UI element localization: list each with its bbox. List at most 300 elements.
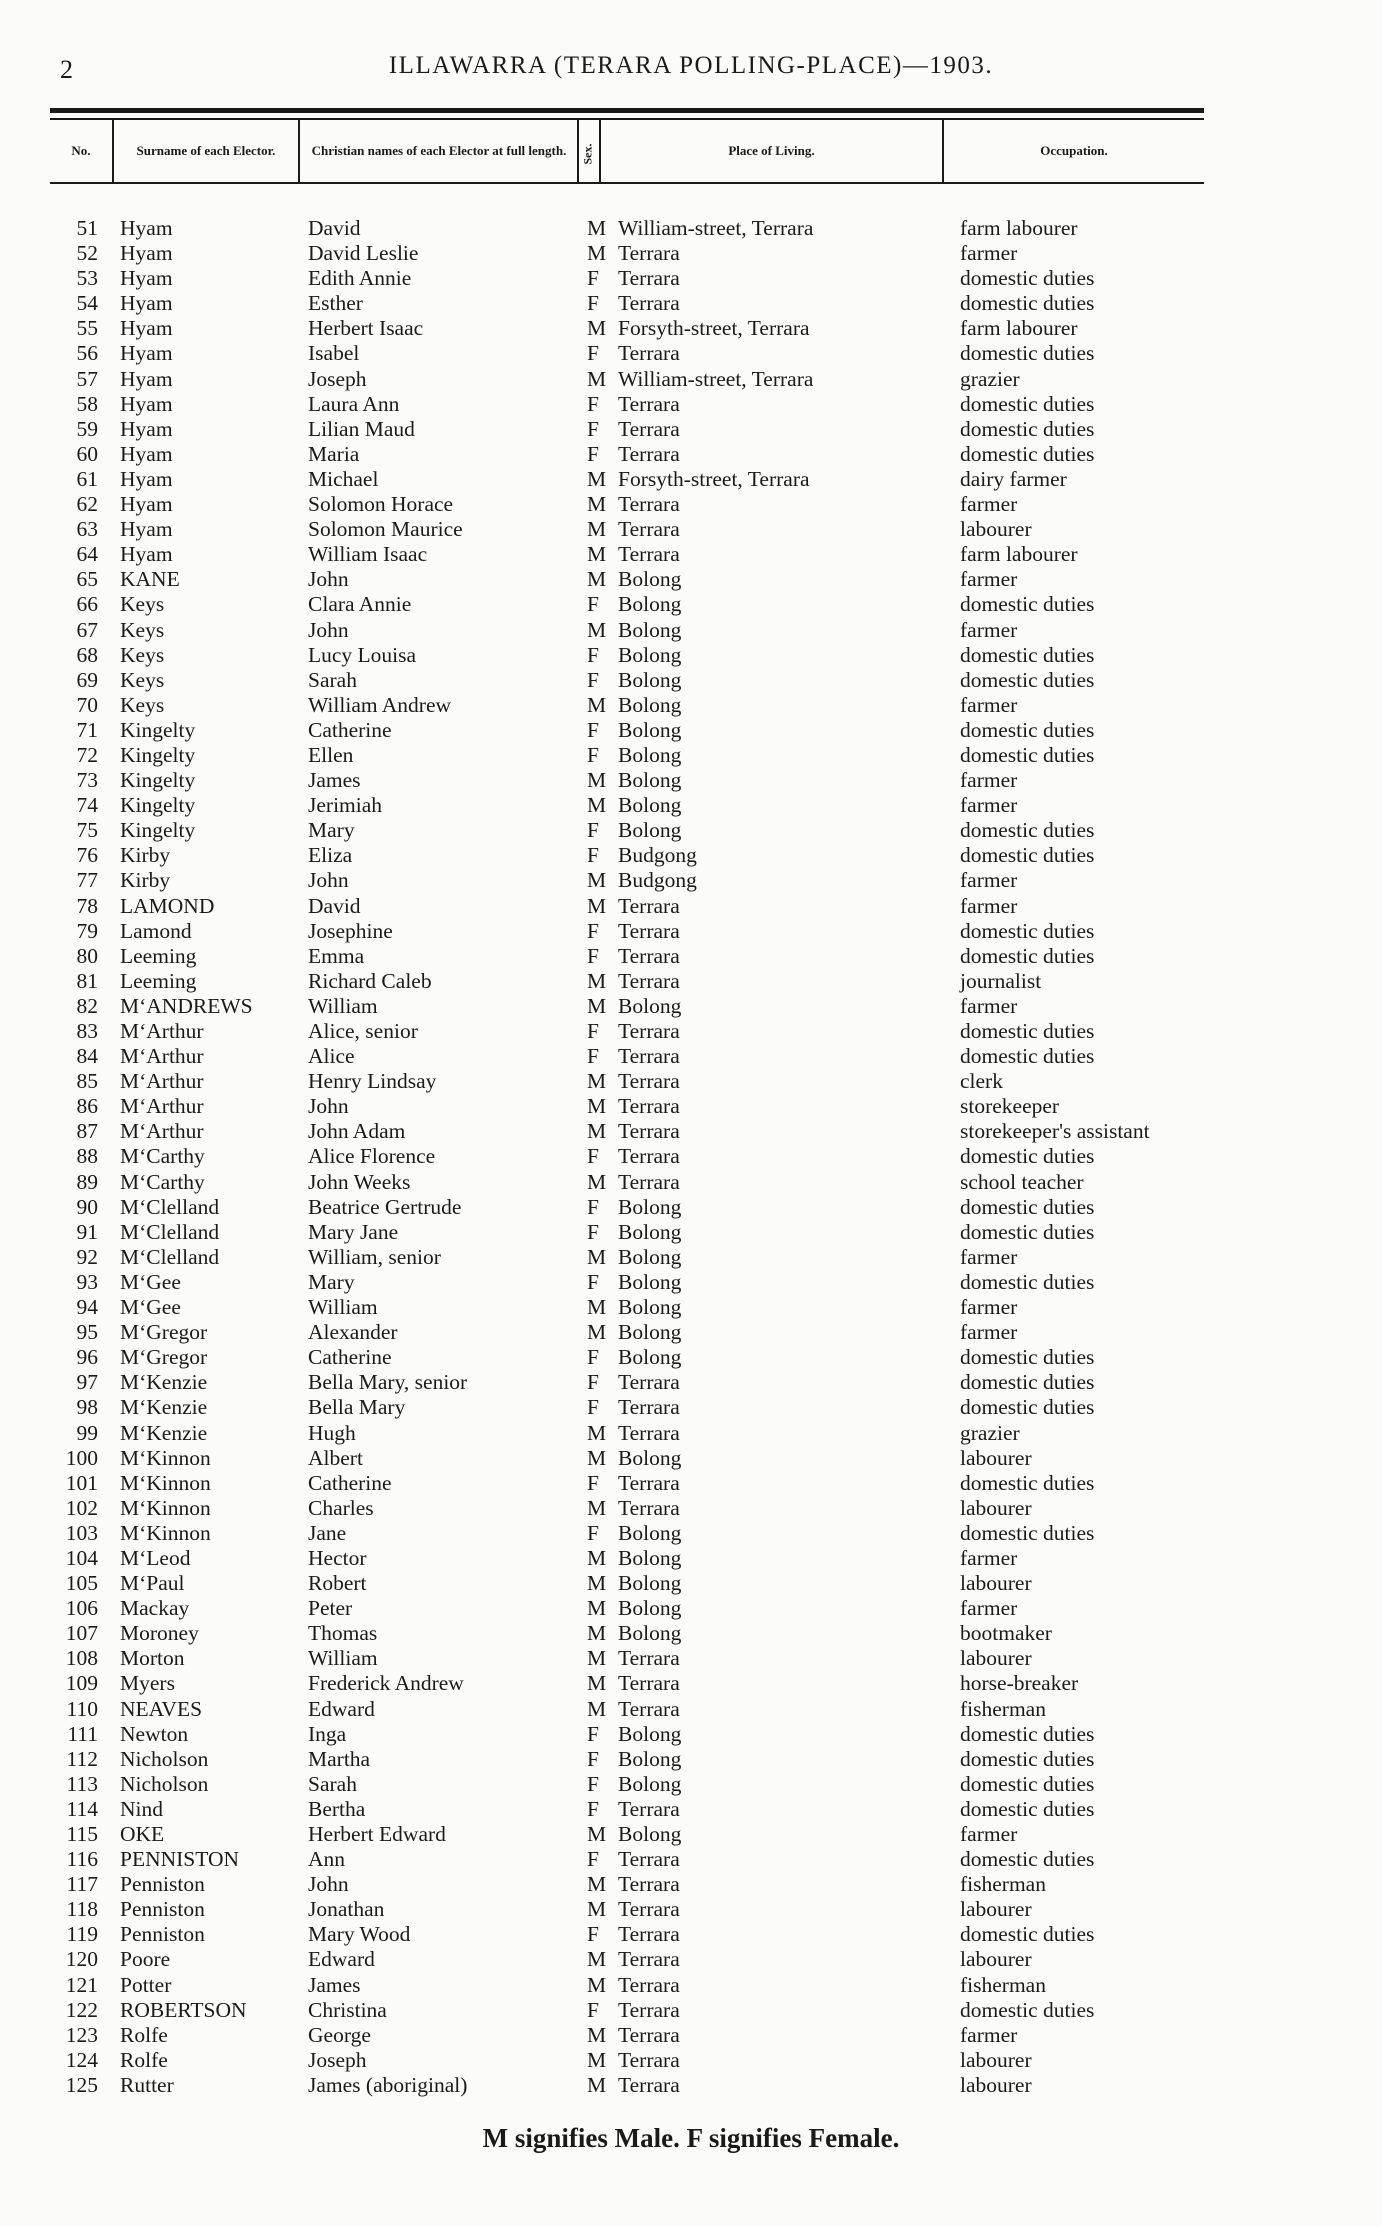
elector-row	[0, 1646, 1382, 1671]
elector-christian-names: Ellen	[308, 742, 354, 767]
elector-row	[0, 1772, 1382, 1797]
elector-number: 102	[65, 1495, 98, 1520]
elector-number: 97	[76, 1370, 98, 1395]
elector-number: 75	[76, 818, 98, 843]
elector-surname: M‘Gregor	[120, 1345, 208, 1370]
elector-surname: M‘Gregor	[120, 1320, 208, 1345]
elector-row	[0, 1270, 1382, 1295]
elector-occupation: farmer	[960, 1295, 1018, 1320]
elector-row	[0, 442, 1382, 467]
elector-row	[0, 1872, 1382, 1897]
elector-row	[0, 1797, 1382, 1822]
elector-christian-names: Henry Lindsay	[308, 1069, 437, 1094]
header-no: No.	[71, 143, 91, 158]
elector-place: Terrara	[618, 2072, 680, 2097]
elector-number: 95	[76, 1320, 98, 1345]
elector-number: 98	[76, 1395, 98, 1420]
elector-christian-names: Catherine	[308, 717, 392, 742]
elector-occupation: domestic duties	[960, 416, 1095, 441]
elector-surname: Rolfe	[120, 2047, 168, 2072]
elector-row	[0, 693, 1382, 718]
elector-christian-names: William, senior	[308, 1244, 441, 1269]
elector-sex: M	[587, 1295, 607, 1320]
elector-place: Terrara	[618, 1796, 680, 1821]
elector-sex: M	[587, 1094, 607, 1119]
elector-row	[0, 341, 1382, 366]
elector-christian-names: Maria	[308, 441, 360, 466]
elector-row	[0, 818, 1382, 843]
elector-list	[0, 216, 1382, 2098]
elector-sex: M	[587, 2072, 607, 2097]
elector-occupation: journalist	[960, 968, 1042, 993]
elector-occupation: labourer	[960, 1495, 1032, 1520]
elector-surname: KANE	[120, 567, 180, 592]
elector-christian-names: Edward	[308, 1947, 375, 1972]
elector-occupation: domestic duties	[960, 943, 1095, 968]
elector-christian-names: Jerimiah	[308, 793, 383, 818]
elector-occupation: domestic duties	[960, 266, 1095, 291]
elector-number: 101	[65, 1470, 98, 1495]
elector-surname: Moroney	[120, 1621, 199, 1646]
elector-occupation: domestic duties	[960, 642, 1095, 667]
elector-christian-names: Ann	[308, 1847, 346, 1872]
elector-place: Bolong	[618, 1596, 682, 1621]
elector-number: 72	[76, 742, 98, 767]
header-rule-lower	[50, 182, 1204, 184]
elector-place: Terrara	[618, 492, 680, 517]
elector-row	[0, 1822, 1382, 1847]
elector-christian-names: Alice	[308, 1044, 355, 1069]
elector-row	[0, 1973, 1382, 1998]
elector-sex: M	[587, 466, 607, 491]
elector-occupation: farmer	[960, 241, 1018, 266]
elector-row	[0, 2023, 1382, 2048]
elector-christian-names: Inga	[308, 1721, 347, 1746]
elector-sex: M	[587, 1445, 607, 1470]
elector-surname: Hyam	[120, 542, 173, 567]
elector-surname: Hyam	[120, 341, 173, 366]
elector-christian-names: Hector	[308, 1545, 367, 1570]
elector-surname: M‘Kinnon	[120, 1520, 211, 1545]
elector-sex: F	[587, 1721, 599, 1746]
elector-occupation: grazier	[960, 366, 1020, 391]
elector-number: 51	[76, 216, 98, 240]
elector-christian-names: Sarah	[308, 667, 357, 692]
elector-occupation: school teacher	[960, 1169, 1084, 1194]
elector-place: Bolong	[618, 717, 682, 742]
elector-row	[0, 1747, 1382, 1772]
elector-christian-names: David	[308, 216, 361, 240]
elector-number: 52	[76, 241, 98, 266]
elector-row	[0, 1998, 1382, 2023]
elector-row	[0, 1471, 1382, 1496]
elector-place: Bolong	[618, 1520, 682, 1545]
elector-christian-names: George	[308, 2022, 371, 2047]
elector-number: 117	[66, 1872, 98, 1897]
elector-place: Terrara	[618, 1144, 680, 1169]
elector-row	[0, 1671, 1382, 1696]
elector-christian-names: Laura Ann	[308, 391, 400, 416]
elector-place: Bolong	[618, 592, 682, 617]
page-title: ILLAWARRA (TERARA POLLING-PLACE)—1903.	[388, 52, 994, 79]
elector-row	[0, 894, 1382, 919]
elector-christian-names: John	[308, 868, 349, 893]
elector-number: 60	[76, 441, 98, 466]
elector-christian-names: William	[308, 1295, 378, 1320]
elector-place: Bolong	[618, 1771, 682, 1796]
elector-place: Terrara	[618, 441, 680, 466]
elector-sex: F	[587, 642, 599, 667]
elector-surname: Lamond	[120, 918, 192, 943]
elector-row	[0, 1345, 1382, 1370]
elector-christian-names: William Andrew	[308, 692, 452, 717]
elector-row	[0, 1621, 1382, 1646]
elector-occupation: fisherman	[960, 1872, 1046, 1897]
elector-surname: M‘Arthur	[120, 1019, 204, 1043]
elector-row	[0, 1170, 1382, 1195]
elector-row	[0, 1722, 1382, 1747]
elector-sex: M	[587, 1571, 607, 1596]
elector-occupation: labourer	[960, 1571, 1032, 1596]
elector-occupation: labourer	[960, 1897, 1032, 1922]
elector-christian-names: Jane	[308, 1520, 347, 1545]
elector-row	[0, 969, 1382, 994]
elector-sex: M	[587, 216, 607, 240]
elector-number: 61	[76, 466, 98, 491]
elector-sex: M	[587, 692, 607, 717]
elector-surname: Kingelty	[120, 742, 196, 767]
footnote: M signifies Male. F signifies Female.	[482, 2123, 900, 2153]
elector-christian-names: John	[308, 1094, 349, 1119]
elector-surname: Hyam	[120, 291, 173, 316]
elector-sex: F	[587, 1219, 599, 1244]
elector-number: 118	[66, 1897, 98, 1922]
elector-sex: F	[587, 1269, 599, 1294]
elector-place: Terrara	[618, 1897, 680, 1922]
elector-occupation: storekeeper's assistant	[960, 1119, 1150, 1144]
elector-row	[0, 1245, 1382, 1270]
elector-surname: M‘Clelland	[120, 1194, 220, 1219]
elector-sex: M	[587, 1596, 607, 1621]
column-divider	[112, 119, 114, 183]
elector-surname: ROBERTSON	[120, 1997, 247, 2022]
elector-place: Terrara	[618, 1847, 680, 1872]
elector-sex: M	[587, 617, 607, 642]
elector-sex: F	[587, 1144, 599, 1169]
elector-place: Bolong	[618, 1320, 682, 1345]
elector-surname: M‘Carthy	[120, 1144, 205, 1169]
elector-number: 73	[76, 768, 98, 793]
elector-surname: Keys	[120, 692, 165, 717]
elector-occupation: farmer	[960, 893, 1018, 918]
elector-occupation: domestic duties	[960, 717, 1095, 742]
elector-christian-names: William Isaac	[308, 542, 428, 567]
elector-christian-names: Beatrice Gertrude	[308, 1194, 462, 1219]
elector-place: Terrara	[618, 918, 680, 943]
elector-row	[0, 919, 1382, 944]
elector-occupation: farmer	[960, 567, 1018, 592]
elector-occupation: domestic duties	[960, 1771, 1095, 1796]
elector-occupation: horse-breaker	[960, 1671, 1079, 1696]
elector-sex: F	[587, 1997, 599, 2022]
elector-sex: M	[587, 868, 607, 893]
elector-surname: Mackay	[120, 1596, 190, 1621]
elector-number: 64	[76, 542, 98, 567]
elector-christian-names: Lucy Louisa	[308, 642, 417, 667]
elector-place: Terrara	[618, 2047, 680, 2072]
elector-sex: M	[587, 241, 607, 266]
elector-place: Terrara	[618, 1947, 680, 1972]
elector-occupation: domestic duties	[960, 1520, 1095, 1545]
elector-sex: M	[587, 768, 607, 793]
elector-surname: M‘Clelland	[120, 1219, 220, 1244]
elector-place: Bolong	[618, 1295, 682, 1320]
elector-number: 121	[65, 1972, 98, 1997]
elector-place: Terrara	[618, 893, 680, 918]
elector-occupation: fisherman	[960, 1972, 1046, 1997]
elector-row	[0, 1947, 1382, 1972]
elector-place: Terrara	[618, 1069, 680, 1094]
elector-place: Bolong	[618, 993, 682, 1018]
elector-christian-names: Martha	[308, 1746, 371, 1771]
elector-place: Terrara	[618, 1169, 680, 1194]
elector-row	[0, 1571, 1382, 1596]
elector-occupation: domestic duties	[960, 1470, 1095, 1495]
elector-surname: Hyam	[120, 241, 173, 266]
elector-surname: Nicholson	[120, 1771, 209, 1796]
elector-surname: M‘Arthur	[120, 1119, 204, 1144]
elector-christian-names: Bella Mary, senior	[308, 1370, 468, 1395]
elector-sex: M	[587, 1244, 607, 1269]
elector-sex: M	[587, 1972, 607, 1997]
elector-occupation: domestic duties	[960, 1997, 1095, 2022]
elector-number: 108	[65, 1646, 98, 1671]
elector-place: Terrara	[618, 1495, 680, 1520]
elector-christian-names: Mary Wood	[308, 1922, 411, 1947]
header-occupation: Occupation.	[1040, 143, 1108, 158]
elector-sex: F	[587, 918, 599, 943]
elector-christian-names: Clara Annie	[308, 592, 412, 617]
elector-surname: Kirby	[120, 868, 171, 893]
column-divider	[298, 119, 300, 183]
elector-row	[0, 768, 1382, 793]
elector-place: Budgong	[618, 868, 697, 893]
elector-christian-names: Alice, senior	[308, 1019, 418, 1043]
elector-sex: F	[587, 943, 599, 968]
elector-number: 123	[65, 2022, 98, 2047]
elector-row	[0, 1220, 1382, 1245]
elector-number: 109	[65, 1671, 98, 1696]
elector-christian-names: Mary	[308, 818, 355, 843]
elector-surname: Hyam	[120, 391, 173, 416]
elector-sex: F	[587, 1019, 599, 1043]
elector-occupation: labourer	[960, 517, 1032, 542]
elector-christian-names: William	[308, 993, 378, 1018]
elector-sex: F	[587, 717, 599, 742]
elector-place: Budgong	[618, 843, 697, 868]
elector-number: 92	[76, 1244, 98, 1269]
elector-row	[0, 1521, 1382, 1546]
column-divider	[577, 119, 579, 183]
elector-number: 70	[76, 692, 98, 717]
elector-sex: M	[587, 1947, 607, 1972]
elector-number: 80	[76, 943, 98, 968]
elector-christian-names: Bella Mary	[308, 1395, 406, 1420]
elector-row	[0, 1697, 1382, 1722]
elector-sex: M	[587, 2047, 607, 2072]
elector-row	[0, 266, 1382, 291]
elector-row	[0, 567, 1382, 592]
elector-sex: F	[587, 441, 599, 466]
elector-christian-names: Peter	[308, 1596, 353, 1621]
elector-occupation: domestic duties	[960, 1345, 1095, 1370]
elector-place: Bolong	[618, 567, 682, 592]
elector-place: Terrara	[618, 517, 680, 542]
elector-surname: Keys	[120, 667, 165, 692]
elector-row	[0, 216, 1382, 241]
elector-row	[0, 718, 1382, 743]
elector-place: Terrara	[618, 1370, 680, 1395]
elector-occupation: dairy farmer	[960, 466, 1067, 491]
elector-number: 91	[76, 1219, 98, 1244]
elector-surname: Morton	[120, 1646, 185, 1671]
elector-surname: Hyam	[120, 216, 173, 240]
elector-surname: M‘Kenzie	[120, 1395, 208, 1420]
elector-row	[0, 291, 1382, 316]
elector-christian-names: Hugh	[308, 1420, 356, 1445]
elector-surname: M‘Clelland	[120, 1244, 220, 1269]
elector-surname: M‘Carthy	[120, 1169, 205, 1194]
elector-place: Terrara	[618, 391, 680, 416]
elector-surname: Hyam	[120, 416, 173, 441]
elector-surname: M‘ANDREWS	[120, 993, 253, 1018]
elector-sex: M	[587, 793, 607, 818]
elector-sex: F	[587, 1746, 599, 1771]
elector-place: Bolong	[618, 1721, 682, 1746]
elector-number: 54	[76, 291, 98, 316]
elector-christian-names: Richard Caleb	[308, 968, 432, 993]
elector-occupation: farmer	[960, 692, 1018, 717]
elector-number: 125	[65, 2072, 98, 2097]
elector-number: 122	[65, 1997, 98, 2022]
elector-christian-names: Alexander	[308, 1320, 398, 1345]
elector-sex: F	[587, 1796, 599, 1821]
elector-surname: M‘Arthur	[120, 1044, 204, 1069]
header-rule-top	[50, 108, 1204, 113]
elector-place: Terrara	[618, 1972, 680, 1997]
elector-occupation: domestic duties	[960, 843, 1095, 868]
elector-row	[0, 1094, 1382, 1119]
elector-surname: PENNISTON	[120, 1847, 240, 1872]
elector-christian-names: Lilian Maud	[308, 416, 415, 441]
elector-occupation: domestic duties	[960, 1370, 1095, 1395]
elector-row	[0, 1320, 1382, 1345]
elector-surname: M‘Kenzie	[120, 1420, 208, 1445]
elector-occupation: farmer	[960, 1244, 1018, 1269]
elector-occupation: farmer	[960, 1320, 1018, 1345]
elector-row	[0, 1195, 1382, 1220]
elector-row	[0, 944, 1382, 969]
elector-christian-names: John Weeks	[308, 1169, 411, 1194]
elector-number: 93	[76, 1269, 98, 1294]
elector-surname: Keys	[120, 642, 165, 667]
elector-occupation: domestic duties	[960, 918, 1095, 943]
elector-sex: F	[587, 1194, 599, 1219]
elector-number: 105	[65, 1571, 98, 1596]
elector-christian-names: Herbert Isaac	[308, 316, 424, 341]
elector-christian-names: Eliza	[308, 843, 353, 868]
elector-christian-names: William	[308, 1646, 378, 1671]
elector-surname: Newton	[120, 1721, 189, 1746]
elector-surname: Kingelty	[120, 818, 196, 843]
elector-row	[0, 1847, 1382, 1872]
elector-surname: Kingelty	[120, 717, 196, 742]
elector-row	[0, 241, 1382, 266]
elector-number: 96	[76, 1345, 98, 1370]
elector-sex: M	[587, 567, 607, 592]
elector-number: 99	[76, 1420, 98, 1445]
elector-place: Terrara	[618, 341, 680, 366]
elector-sex: M	[587, 1671, 607, 1696]
elector-sex: M	[587, 1420, 607, 1445]
elector-sex: F	[587, 291, 599, 316]
elector-sex: M	[587, 316, 607, 341]
elector-surname: Kingelty	[120, 793, 196, 818]
elector-occupation: grazier	[960, 1420, 1020, 1445]
elector-row	[0, 1496, 1382, 1521]
elector-number: 116	[66, 1847, 98, 1872]
elector-sex: F	[587, 1520, 599, 1545]
elector-number: 85	[76, 1069, 98, 1094]
elector-place: Bolong	[618, 818, 682, 843]
elector-number: 115	[66, 1822, 98, 1846]
elector-row	[0, 1144, 1382, 1169]
elector-number: 83	[76, 1019, 98, 1043]
elector-sex: M	[587, 2022, 607, 2047]
elector-occupation: domestic duties	[960, 1019, 1095, 1043]
elector-surname: Nicholson	[120, 1746, 209, 1771]
elector-occupation: domestic duties	[960, 341, 1095, 366]
elector-christian-names: Emma	[308, 943, 365, 968]
elector-row	[0, 643, 1382, 668]
elector-surname: Hyam	[120, 466, 173, 491]
elector-sex: F	[587, 266, 599, 291]
elector-place: Forsyth-street, Terrara	[618, 466, 810, 491]
elector-number: 71	[76, 717, 98, 742]
elector-surname: Rolfe	[120, 2022, 168, 2047]
elector-number: 89	[76, 1169, 98, 1194]
elector-christian-names: Albert	[308, 1445, 363, 1470]
elector-occupation: domestic duties	[960, 742, 1095, 767]
elector-occupation: domestic duties	[960, 1746, 1095, 1771]
elector-occupation: farm labourer	[960, 542, 1078, 567]
elector-sex: F	[587, 416, 599, 441]
elector-surname: M‘Gee	[120, 1269, 181, 1294]
elector-sex: F	[587, 818, 599, 843]
header-place-of-living: Place of Living.	[728, 143, 815, 158]
elector-sex: M	[587, 968, 607, 993]
elector-surname: OKE	[120, 1822, 165, 1846]
elector-row	[0, 1922, 1382, 1947]
elector-row	[0, 467, 1382, 492]
elector-place: Bolong	[618, 1244, 682, 1269]
elector-place: Terrara	[618, 1395, 680, 1420]
elector-christian-names: Alice Florence	[308, 1144, 436, 1169]
elector-row	[0, 1069, 1382, 1094]
header-sex: Sex.	[580, 143, 595, 165]
elector-christian-names: John	[308, 567, 349, 592]
elector-place: William-street, Terrara	[618, 366, 814, 391]
